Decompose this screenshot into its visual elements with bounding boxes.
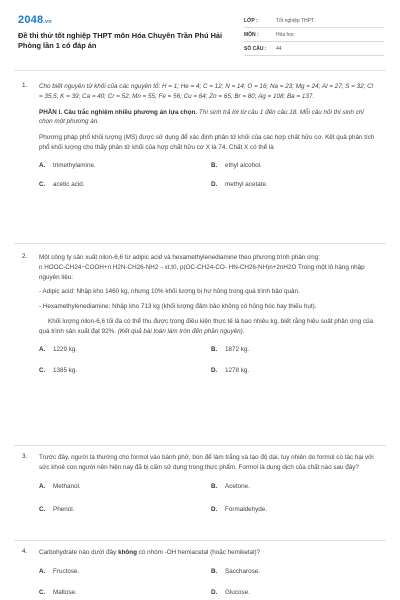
material-hexamethylenediamine: - Hexamethylenediamine: Nhập kho 713 kg (khối lượng đảm bảo không có hỏng hóc hay thiếu hụt). bbox=[39, 303, 317, 311]
option-text: acetic acid. bbox=[53, 180, 85, 188]
option-letter: A. bbox=[39, 482, 46, 490]
question-number: 2. bbox=[22, 253, 28, 260]
option-c[interactable] bbox=[39, 367, 77, 374]
option-text: methyl acetate. bbox=[225, 180, 268, 188]
question-divider bbox=[14, 540, 386, 541]
option-text: Maltose. bbox=[53, 588, 77, 596]
option-letter: B. bbox=[211, 161, 218, 169]
option-text: Formaldehyde. bbox=[225, 505, 267, 513]
logo-main-text: 2048 bbox=[18, 14, 44, 26]
ask-text: Khối lượng nilon-6,6 tối đa có thể thu được trong điều kiện thực tế là bao nhiêu kg, biết rằng hiệu suất phản ứng của quá trình sản xuất đạt 92%. bbox=[39, 317, 374, 335]
question-body bbox=[39, 82, 377, 198]
option-d[interactable] bbox=[211, 589, 250, 596]
meta-row-count bbox=[244, 42, 384, 56]
option-text: 1229 kg. bbox=[53, 345, 78, 353]
option-d[interactable] bbox=[211, 367, 249, 374]
option-text: Acetone. bbox=[225, 482, 250, 490]
meta-row-subject bbox=[244, 28, 384, 42]
option-a[interactable] bbox=[39, 568, 79, 575]
answer-options bbox=[39, 568, 377, 600]
option-letter: A. bbox=[39, 567, 46, 575]
option-a[interactable] bbox=[39, 346, 77, 353]
option-text: 1872 kg. bbox=[225, 345, 250, 353]
stem-emphasis: không bbox=[118, 549, 137, 556]
meta-value: 44 bbox=[276, 45, 282, 52]
option-c[interactable] bbox=[39, 181, 85, 188]
question-number: 1. bbox=[22, 82, 28, 89]
option-letter: C. bbox=[39, 366, 46, 374]
option-text: Saccharose. bbox=[225, 567, 261, 575]
meta-label: MÔN : bbox=[244, 31, 259, 38]
section-instruction bbox=[39, 108, 377, 128]
atomic-mass-note: Cho biết nguyên tử khối của các nguyên tố: H = 1; He = 4; C = 12; N = 14; O = 16; Na = 23; Mg = 24; Al = 27; S = 32; Cl = 35,5; K = 39; Ca = 40; Cr = 52; Mn = 55; Fe = 56; Cu = 64; Zn = 65; Br = 80; Ag = 108; Ba = 137. bbox=[39, 83, 374, 100]
option-text: Methanol. bbox=[53, 482, 81, 490]
option-letter: D. bbox=[211, 366, 218, 374]
meta-row-class bbox=[244, 14, 384, 28]
option-d[interactable] bbox=[211, 506, 267, 513]
option-letter: B. bbox=[211, 345, 218, 353]
option-b[interactable] bbox=[211, 483, 250, 490]
question-number: 3. bbox=[22, 453, 28, 460]
question-divider bbox=[14, 243, 386, 244]
option-text: Glucose. bbox=[225, 588, 250, 596]
option-letter: B. bbox=[211, 482, 218, 490]
meta-value: Tốt nghiệp THPT bbox=[276, 17, 314, 24]
option-a[interactable] bbox=[39, 162, 96, 169]
section-note: Thí sinh trả lời từ câu 1 đến câu 18. Mỗi câu hỏi thí sinh chỉ chọn một phương án. bbox=[39, 108, 364, 126]
material-adipic: - Adipic acid: Nhập kho 1460 kg, nhưng 10% khối lượng bị hư hỏng trong quá trình bảo quản. bbox=[39, 288, 300, 296]
option-letter: B. bbox=[211, 567, 218, 575]
option-b[interactable] bbox=[211, 162, 262, 169]
stem-part: có nhóm -OH hemiacetal (hoặc hemiketal)? bbox=[136, 549, 261, 556]
option-c[interactable] bbox=[39, 506, 74, 513]
question-stem: Trước đây, người ta thường cho formol vào bánh phở, bún để làm trắng và tạo độ dai, tuy nhiên do formol có tác hại với sức khoẻ con người nên hiện nay đã bị cấm sử dụng trong thực phẩm. Formol là dung dịch của chất nào sau đây? bbox=[39, 454, 374, 471]
answer-options bbox=[39, 162, 377, 198]
site-logo[interactable] bbox=[18, 14, 52, 26]
option-c[interactable] bbox=[39, 589, 77, 596]
option-text: Phenol. bbox=[53, 505, 75, 513]
option-letter: C. bbox=[39, 505, 46, 513]
option-text: 1385 kg. bbox=[53, 366, 78, 374]
option-letter: D. bbox=[211, 180, 218, 188]
option-a[interactable] bbox=[39, 483, 81, 490]
option-text: Fructose. bbox=[53, 567, 80, 575]
header-divider bbox=[14, 70, 386, 71]
exam-header bbox=[18, 12, 384, 64]
option-b[interactable] bbox=[211, 346, 249, 353]
option-letter: A. bbox=[39, 345, 46, 353]
answer-options bbox=[39, 483, 377, 519]
stem-part: Carbohydrate nào dưới đây bbox=[39, 549, 119, 556]
option-letter: D. bbox=[211, 588, 218, 596]
exam-meta bbox=[244, 14, 384, 56]
meta-label: SỐ CÂU : bbox=[244, 45, 267, 52]
question-divider bbox=[14, 445, 386, 446]
option-letter: D. bbox=[211, 505, 218, 513]
exam-title: Đề thi thử tốt nghiệp THPT môn Hóa Chuyên Trần Phú Hải Phòng lần 1 có đáp án bbox=[18, 31, 223, 50]
option-letter: A. bbox=[39, 161, 46, 169]
option-text: 1278 kg. bbox=[225, 366, 250, 374]
section-title: PHẦN I. Câu trắc nghiệm nhiều phương án lựa chọn. bbox=[39, 108, 198, 116]
reaction-equation: n HOOC-CH24−COOH+n H2N-CH26-NH2→xt,t0, p(OC-CH24-CO- HN-CH26-NH)n+2nH2O Trong một lô hàng nhập nguyên liệu: bbox=[39, 263, 365, 281]
question-stem: Phương pháp phổ khối lượng (MS) được sử dụng để xác định phân tử khối của các hợp chất hữu cơ. Kết quả phân tích phổ khối lượng cho thấy phân tử khối của hợp chất hữu cơ X là 74. Chất X có thể là bbox=[39, 134, 375, 151]
question-body bbox=[39, 453, 377, 519]
question-body bbox=[39, 548, 377, 600]
question-body bbox=[39, 253, 377, 382]
answer-options bbox=[39, 346, 377, 382]
option-b[interactable] bbox=[211, 568, 260, 575]
question-number: 4. bbox=[22, 548, 28, 555]
meta-value: Hóa học bbox=[276, 31, 295, 38]
meta-label: LỚP : bbox=[244, 17, 258, 24]
option-letter: C. bbox=[39, 588, 46, 596]
question-ask bbox=[39, 317, 377, 337]
question-stem bbox=[39, 548, 377, 558]
option-d[interactable] bbox=[211, 181, 268, 188]
option-text: trimethylamine. bbox=[53, 161, 96, 169]
question-stem: Một công ty sản xuất nilon-6,6 từ adipic acid và hexamethylenediamine theo phương trình phản ứng: bbox=[39, 254, 321, 261]
logo-suffix-text: .vn bbox=[43, 19, 52, 25]
ask-note: (Kết quả bài toán làm tròn đến phần nguyên). bbox=[117, 327, 245, 335]
option-text: ethyl alcohol. bbox=[225, 161, 262, 169]
option-letter: C. bbox=[39, 180, 46, 188]
